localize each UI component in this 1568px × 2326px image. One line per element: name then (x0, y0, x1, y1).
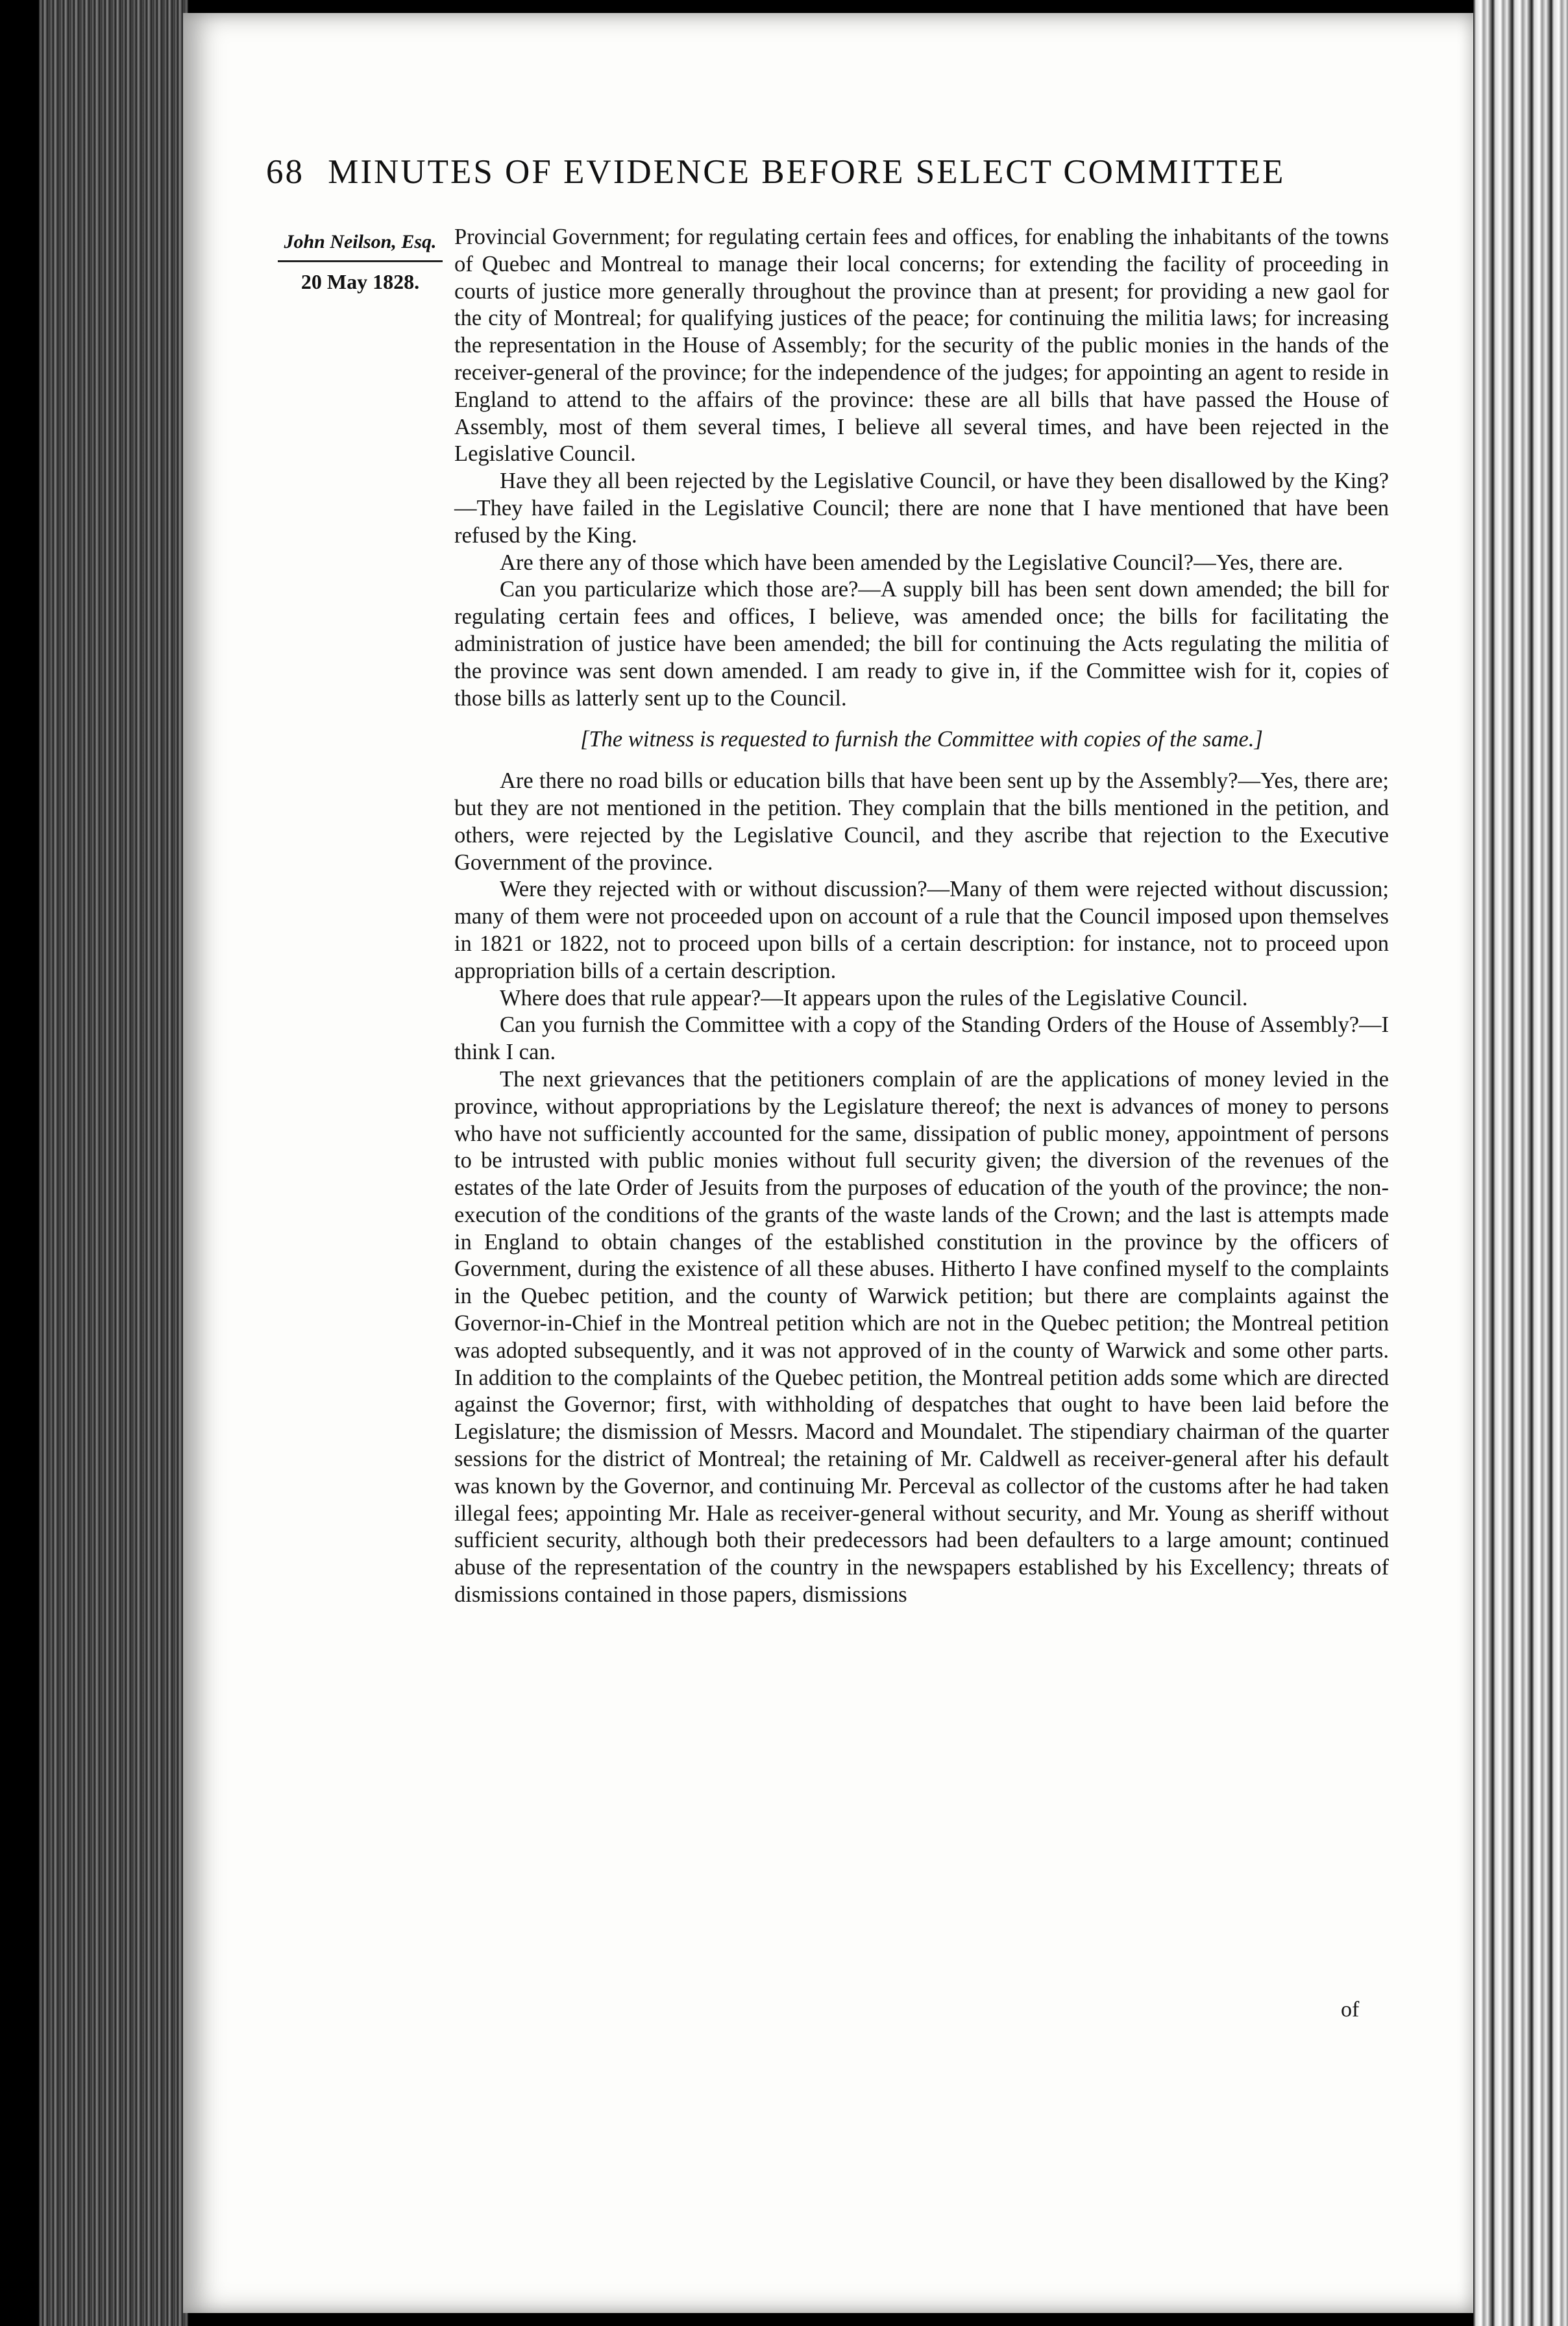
page-title: MINUTES OF EVIDENCE BEFORE SELECT COMMITTEE (328, 153, 1286, 191)
margin-rule (278, 260, 443, 262)
paragraph: Were they rejected with or without discussion?—Many of them were rejected without discussion; many of them were not proceeded upon on account of a rule that the Council imposed upon themselves in 1821 or 1822, not to proceed upon bills of a certain description: for instance, not to proceed upon appropriation bills of a certain description. (454, 877, 1389, 983)
paragraph: Can you furnish the Committee with a copy of the Standing Orders of the House of Assembly?—I think I can. (454, 1012, 1389, 1065)
body-text (454, 224, 1389, 1609)
paragraph: Provincial Government; for regulating certain fees and offices, for enabling the inhabitants of the towns of Quebec and Montreal to manage their local concerns; for extending the facility of proceeding in courts of justice more generally throughout the province than at present; for providing a new gaol for the city of Montreal; for qualifying justices of the peace; for continuing the militia laws; for increasing the representation in the House of Assembly; for the security of the public monies in the hands of the receiver-general of the province; for the independence of the judges; for appointing an agent to reside in England to attend to the affairs of the province: these are all bills that have passed the House of Assembly, most of them several times, I believe all several times, and have been rejected in the Legislative Council. (454, 225, 1389, 467)
catchword: of (1341, 1998, 1360, 2022)
committee-note: [The witness is requested to furnish the Committee with copies of the same.] (580, 727, 1263, 752)
running-head (266, 153, 1330, 191)
book-page-edges-left (39, 0, 188, 2326)
paragraph: Have they all been rejected by the Legislative Council, or have they been disallowed by the King?—They have failed in the Legislative Council; there are none that I have mentioned that have been refused by the King. (454, 469, 1389, 548)
paragraph: Where does that rule appear?—It appears upon the rules of the Legislative Council. (500, 985, 1248, 1010)
testimony-date: 20 May 1828. (300, 270, 420, 293)
marginal-note (273, 230, 448, 294)
witness-name: John Neilson, Esq. (284, 231, 437, 252)
paragraph: Are there no road bills or education bills that have been sent up by the Assembly?—Yes, there are; but they are not mentioned in the petition. They complain that the bills mentioned in the petition, and others, were rejected by the Legislative Council, and they ascribe that rejection to the Executive Government of the province. (454, 768, 1389, 875)
paragraph: The next grievances that the petitioners complain of are the applications of money levied in the province, without appropriations by the Legislature thereof; the next is advances of money to persons who have not sufficiently accounted for the same, dissipation of public money, appointment of persons to be intrusted with public monies without full security given; the diversion of the revenues of the estates of the late Order of Jesuits from the purposes of education of the youth of the province; the non-execution of the conditions of the grants of the waste lands of the Crown; and the last is attempts made in England to obtain changes of the established constitution in the province by the officers of Government, during the existence of all these abuses. Hitherto I have confined myself to the complaints in the Quebec petition, and the county of Warwick petition; but there are complaints against the Governor-in-Chief in the Montreal petition which are not in the Quebec petition; the Montreal petition was adopted subsequently, and it was not approved of in the county of Warwick and some other parts. In addition to the complaints of the Quebec petition, the Montreal petition adds some which are directed against the Governor; first, with withholding of despatches that ought to have been laid before the Legislature; the dismission of Messrs. Macord and Moundalet. The stipendiary chairman of the quarter sessions for the district of Montreal; the retaining of Mr. Caldwell as receiver-general after his default was known by the Governor, and continuing Mr. Perceval as collector of the customs after he had taken illegal fees; appointing Mr. Hale as receiver-general without security, and Mr. Young as sheriff without sufficient security, although both their predecessors had been defaulters to a large amount; continued abuse of the representation of the country in the newspapers established by his Excellency; threats of dismissions contained in those papers, dismissions (454, 1066, 1389, 1608)
book-page-edges-right (1473, 0, 1568, 2326)
page-number: 68 (266, 153, 304, 191)
paragraph: Can you particularize which those are?—A supply bill has been sent down amended; the bill for regulating certain fees and offices, I believe, was amended once; the bills for facilitating the administration of justice have been amended; the bill for continuing the Acts regulating the militia of the province was sent down amended. I am ready to give in, if the Committee wish for it, copies of those bills as latterly sent up to the Council. (454, 577, 1389, 711)
paragraph: Are there any of those which have been amended by the Legislative Council?—Yes, there are. (500, 550, 1343, 575)
